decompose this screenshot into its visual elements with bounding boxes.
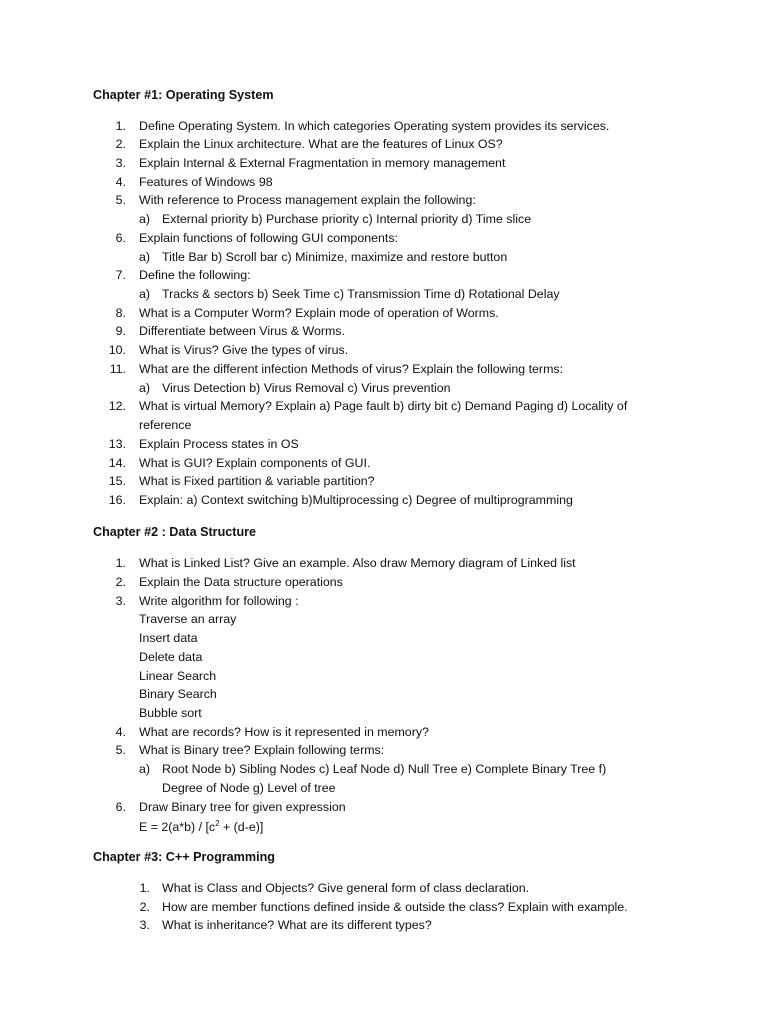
chapter2-heading: Chapter #2 : Data Structure — [93, 525, 257, 539]
algorithm-item: Bubble sort — [139, 706, 202, 720]
list-number: 10. — [108, 343, 126, 357]
list-number: 3. — [139, 918, 150, 932]
list-number: 8. — [115, 306, 126, 320]
sub-item-text: Tracks & sectors b) Seek Time c) Transmission Time d) Rotational Delay — [162, 287, 560, 301]
list-number: 7. — [115, 268, 126, 282]
list-number: 1. — [115, 556, 126, 570]
list-number: 3. — [115, 594, 126, 608]
list-item: What is Linked List? Give an example. Also draw Memory diagram of Linked list — [139, 556, 576, 570]
list-item: Draw Binary tree for given expression — [139, 800, 346, 814]
chapter3-heading: Chapter #3: C++ Programming — [93, 850, 275, 864]
list-item: What is Class and Objects? Give general form of class declaration. — [162, 881, 530, 895]
algorithm-item: Linear Search — [139, 669, 217, 683]
list-number: 1. — [115, 119, 126, 133]
expression — [139, 819, 263, 834]
sub-item-text: Title Bar b) Scroll bar c) Minimize, maximize and restore button — [162, 250, 508, 264]
list-number: 4. — [115, 175, 126, 189]
sub-item-text: Virus Detection b) Virus Removal c) Virus prevention — [162, 381, 451, 395]
sub-item — [139, 287, 560, 301]
list-item: What are the different infection Methods of virus? Explain the following terms: — [139, 362, 564, 376]
algorithm-item: Binary Search — [139, 687, 217, 701]
list-item-continuation: reference — [139, 418, 192, 432]
list-item: Explain functions of following GUI components: — [139, 231, 398, 245]
list-item: What is Binary tree? Explain following terms: — [139, 743, 385, 757]
list-item: What is Virus? Give the types of virus. — [139, 343, 349, 357]
sub-item-label: a) — [139, 381, 151, 395]
expression-superscript: 2 — [215, 819, 220, 828]
list-item: How are member functions defined inside & outside the class? Explain with example. — [162, 900, 628, 914]
list-number: 3. — [115, 156, 126, 170]
sub-item — [139, 762, 606, 776]
list-item: What are records? How is it represented in memory? — [139, 725, 429, 739]
list-number: 13. — [108, 437, 126, 451]
sub-item-label: a) — [139, 212, 151, 226]
list-number: 14. — [108, 456, 126, 470]
list-item: What is virtual Memory? Explain a) Page fault b) dirty bit c) Demand Paging d) Locality of — [139, 399, 628, 413]
list-number: 12. — [108, 399, 126, 413]
list-item: Explain the Linux architecture. What are the features of Linux OS? — [139, 137, 503, 151]
sub-item — [139, 250, 507, 264]
list-item: What is GUI? Explain components of GUI. — [139, 456, 371, 470]
list-number: 2. — [115, 137, 126, 151]
list-number: 11. — [109, 362, 126, 376]
list-item: Explain the Data structure operations — [139, 575, 343, 589]
sub-item-label: a) — [139, 762, 151, 776]
list-number: 1. — [139, 881, 150, 895]
list-item: Write algorithm for following : — [139, 594, 299, 608]
list-number: 16. — [108, 493, 126, 507]
list-item: Features of Windows 98 — [139, 175, 273, 189]
list-item: What is inheritance? What are its different types? — [162, 918, 432, 932]
list-number: 5. — [115, 193, 126, 207]
list-item: Define Operating System. In which categories Operating system provides its services. — [139, 119, 610, 133]
list-item: Define the following: — [139, 268, 251, 282]
sub-item-continuation: Degree of Node g) Level of tree — [162, 781, 336, 795]
list-number: 9. — [115, 324, 126, 338]
sub-item-text: External priority b) Purchase priority c) Internal priority d) Time slice — [162, 212, 532, 226]
algorithm-item: Delete data — [139, 650, 203, 664]
list-item: Explain Internal & External Fragmentation in memory management — [139, 156, 506, 170]
list-number: 5. — [115, 743, 126, 757]
list-item: What is Fixed partition & variable partition? — [139, 474, 375, 488]
expression-part: + (d-e)] — [219, 820, 264, 835]
algorithm-item: Insert data — [139, 631, 198, 645]
list-item: What is a Computer Worm? Explain mode of operation of Worms. — [139, 306, 499, 320]
list-item: With reference to Process management explain the following: — [139, 193, 476, 207]
sub-item-label: a) — [139, 287, 151, 301]
list-number: 6. — [115, 231, 126, 245]
algorithm-item: Traverse an array — [139, 612, 237, 626]
list-number: 2. — [115, 575, 126, 589]
list-item: Explain: a) Context switching b)Multiprocessing c) Degree of multiprogramming — [139, 493, 573, 507]
list-number: 6. — [115, 800, 126, 814]
list-item: Explain Process states in OS — [139, 437, 299, 451]
list-number: 2. — [139, 900, 150, 914]
list-item: Differentiate between Virus & Worms. — [139, 324, 345, 338]
chapter1-heading: Chapter #1: Operating System — [93, 88, 274, 102]
sub-item-label: a) — [139, 250, 151, 264]
sub-item — [139, 212, 531, 226]
sub-item-text: Root Node b) Sibling Nodes c) Leaf Node d) Null Tree e) Complete Binary Tree f) — [162, 762, 607, 776]
list-number: 4. — [115, 725, 126, 739]
list-number: 15. — [108, 474, 126, 488]
expression-part: E = 2(a*b) / [c — [139, 820, 216, 835]
sub-item — [139, 381, 451, 395]
